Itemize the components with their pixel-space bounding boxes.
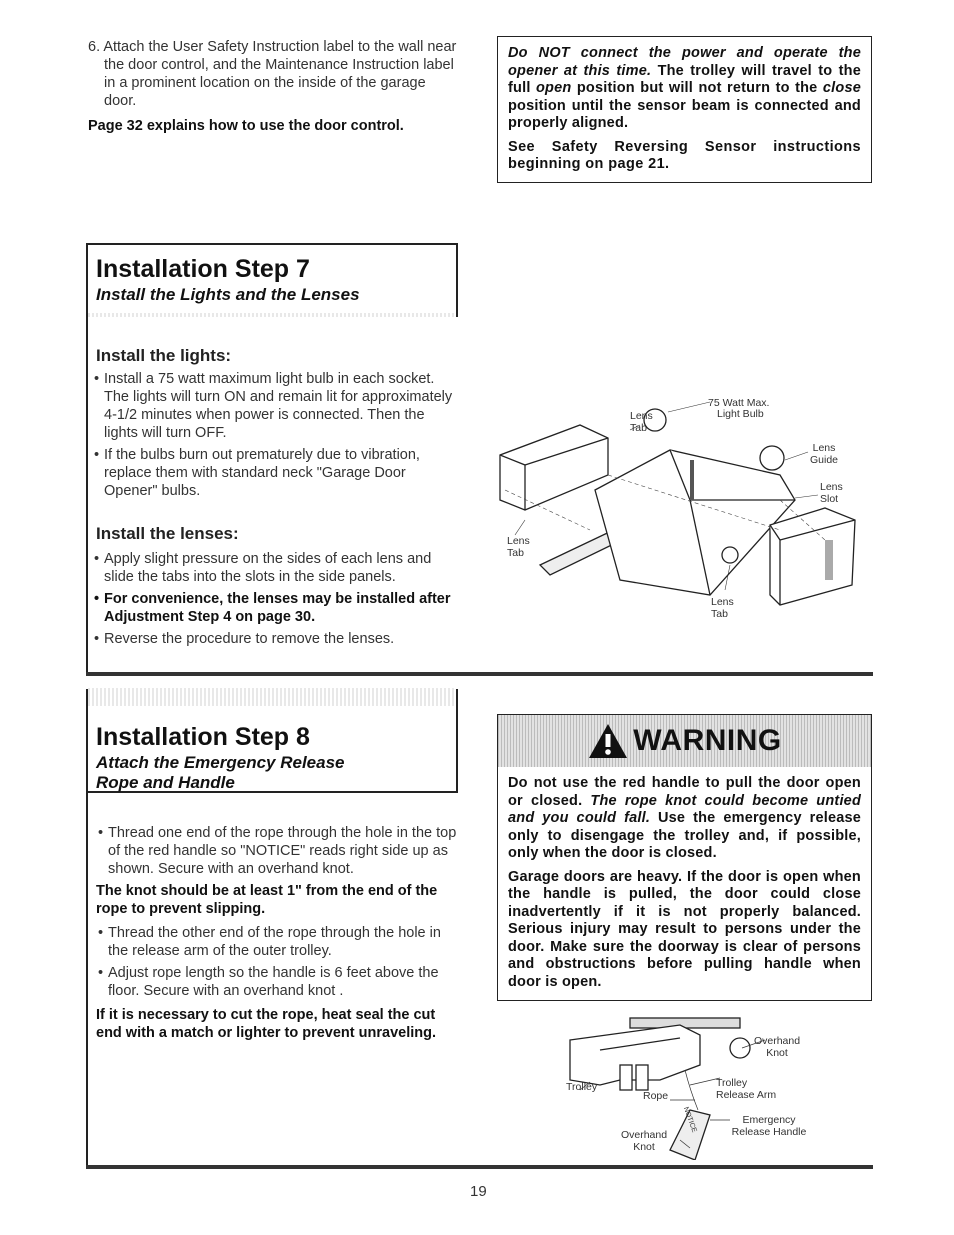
diag-lens-slot: Lens Slot: [820, 481, 843, 505]
lights-bullets: [92, 370, 462, 504]
lenses-bullet-2: • For convenience, the lenses may be installed after Adjustment Step 4 on page 30.: [92, 590, 462, 626]
lights-heading: Install the lights:: [96, 346, 232, 365]
step8-note-2: If it is necessary to cut the rope, heat seal the cut end with a match or lighter to prevent unraveling.: [96, 1007, 436, 1041]
step8-bullet-2: • Thread the other end of the rope through the hole in the release arm of the outer trolley.: [96, 924, 458, 960]
lenses-bullets: [92, 550, 462, 652]
diag-trolley: Trolley: [566, 1081, 598, 1093]
diag-emergency-handle: Emergency Release Handle: [731, 1114, 807, 1138]
caution-paragraph-1: Do NOT connect the power and operate the opener at this time. The trolley will travel to the full open position but will not return to the close position until the sensor beam is connected and properly aligned.: [508, 45, 861, 131]
step7-header-shade: [88, 313, 456, 317]
lenses-bullet-3: • Reverse the procedure to remove the lenses.: [92, 630, 462, 648]
page-number: 19: [470, 1183, 487, 1200]
diag-overhand-knot-top: Overhand Knot: [753, 1035, 801, 1059]
step6-text: 6. Attach the User Safety Instruction label to the wall near the door control, and the Maintenance Instruction label in a prominent location on the inside of the garage door.: [88, 39, 457, 109]
diag-lens-tab-top: Lens Tab: [630, 410, 653, 434]
diag-rope: Rope: [643, 1090, 669, 1102]
step7-subtitle: Install the Lights and the Lenses: [96, 285, 360, 304]
step8-instructions: [96, 824, 458, 1042]
step8-bottom-rule: [86, 1165, 873, 1169]
diag-watt-label: 75 Watt Max.: [708, 397, 770, 409]
step6-note: Page 32 explains how to use the door control.: [88, 118, 404, 134]
warning-paragraph-2: Garage doors are heavy. If the door is open when the handle is pulled, the door could close inadvertently if it is not properly balanced. Serious injury may result to persons under the door. Make sure the doorway is clear of persons and obstructions before pulling handle when door is open.: [508, 868, 861, 990]
warning-title: WARNING: [633, 724, 782, 757]
step8-subtitle: Attach the Emergency Release Rope and Handle: [96, 753, 345, 792]
lenses-heading: Install the lenses:: [96, 524, 239, 543]
warning-banner: [498, 715, 871, 767]
diag-lens-tab-left: Lens Tab: [507, 535, 530, 559]
step8-header-shade: [88, 688, 456, 706]
lenses-bullet-1: • Apply slight pressure on the sides of each lens and slide the tabs into the slots in the side panels.: [92, 550, 462, 586]
step7-title: Installation Step 7: [96, 255, 310, 283]
diag-lens-guide: Lens Guide: [809, 442, 839, 466]
diag-trolley-release-arm: Trolley Release Arm: [716, 1077, 777, 1101]
diag-notice-tag: NOTICE: [681, 1106, 698, 1134]
lights-bullet-1: • Install a 75 watt maximum light bulb in each socket. The lights will turn ON and remain lit for approximately 4-1/2 minutes when power is connected. Then the lights will turn OFF.: [92, 370, 462, 442]
caution-box: [497, 36, 872, 183]
diag-bulb-label: Light Bulb: [717, 408, 764, 420]
diag-lens-tab-bottom: Lens Tab: [711, 596, 734, 620]
warning-triangle-icon: [587, 722, 629, 760]
step8-note-1: The knot should be at least 1" from the end of the rope to prevent slipping.: [96, 883, 438, 917]
warning-box: [497, 714, 872, 1001]
diag-overhand-knot-bottom: Overhand Knot: [620, 1129, 668, 1153]
step8-title: Installation Step 8: [96, 723, 310, 751]
lights-lenses-diagram: [480, 380, 870, 625]
caution-paragraph-2: See Safety Reversing Sensor instructions beginning on page 21.: [508, 138, 861, 172]
step7-bottom-rule: [86, 672, 873, 676]
step8-bullet-1: • Thread one end of the rope through the hole in the top of the red handle so "NOTICE" reads right side up as shown. Secure with an overhand knot.: [96, 824, 458, 878]
warning-paragraph-1: Do not use the red handle to pull the door open or closed. The rope knot could become untied and you could fall. Use the emergency release only to disengage the trolley and, if possible, only when the door is closed.: [508, 775, 862, 861]
lights-bullet-2: • If the bulbs burn out prematurely due to vibration, replace them with standard neck "Garage Door Opener" bulbs.: [92, 446, 462, 500]
step8-bullet-3: • Adjust rope length so the handle is 6 feet above the floor. Secure with an overhand knot .: [96, 964, 458, 1000]
step7-header-box: [86, 243, 458, 317]
